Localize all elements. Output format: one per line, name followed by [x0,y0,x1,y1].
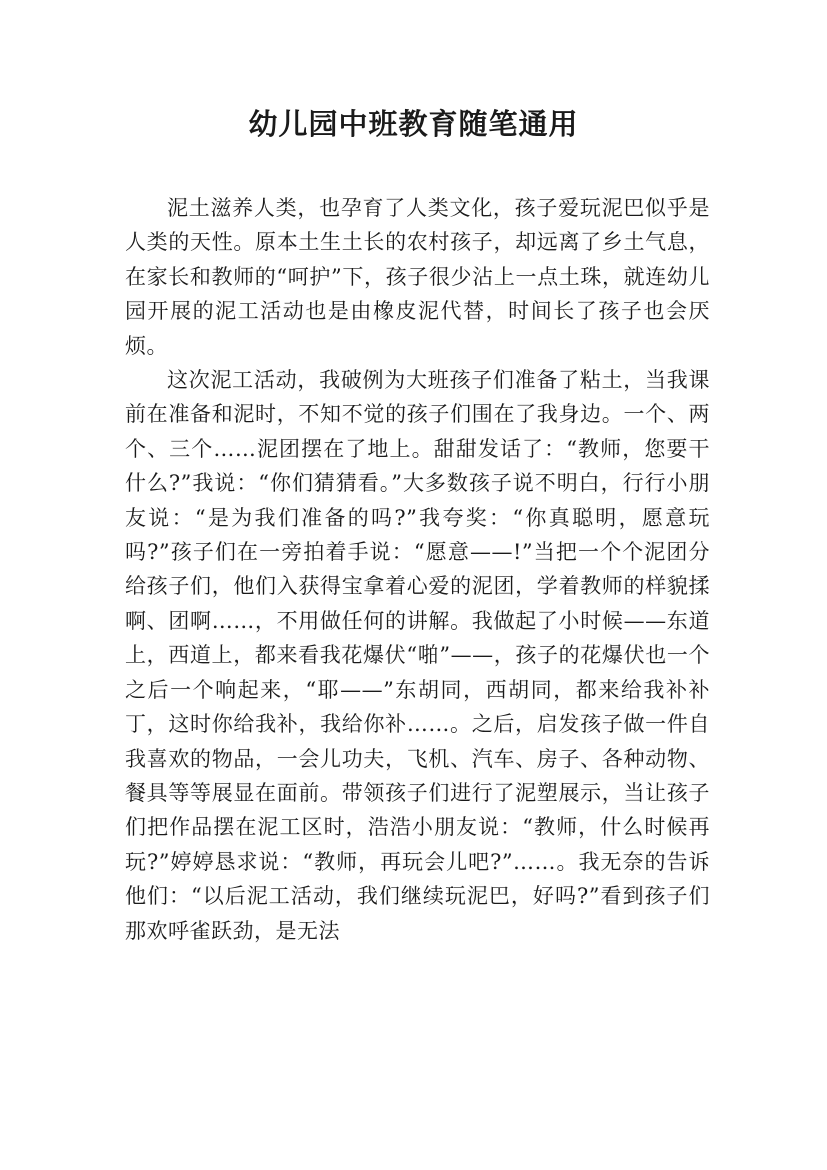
paragraph: 泥土滋养人类，也孕育了人类文化，孩子爱玩泥巴似乎是人类的天性。原本土生土长的农村孩子，却远离了乡土气息，在家长和教师的“呵护”下，孩子很少沾上一点土珠，就连幼儿园开展的泥工活动也是由橡皮泥代替，时间长了孩子也会厌烦。 [125,196,710,358]
document-title: 幼儿园中班教育随笔通用 [248,107,579,141]
document-body [125,191,710,948]
paragraph: 这次泥工活动，我破例为大班孩子们准备了粘土，当我课前在准备和泥时，不知不觉的孩子们围在了我身边。一个、两个、三个……泥团摆在了地上。甜甜发话了：“教师，您要干什么?”我说：“你们猜猜看。”大多数孩子说不明白，行行小朋友说：“是为我们准备的吗?”我夸奖：“你真聪明，愿意玩吗?”孩子们在一旁拍着手说：“愿意——!”当把一个个泥团分给孩子们，他们入获得宝拿着心爱的泥团，学着教师的样貌揉啊、团啊……，不用做任何的讲解。我做起了小时候——东道上，西道上，都来看我花爆伏“啪”——，孩子的花爆伏也一个之后一个响起来，“耶——”东胡同，西胡同，都来给我补补丁，这时你给我补，我给你补……。之后，启发孩子做一件自我喜欢的物品，一会儿功夫，飞机、汽车、房子、各种动物、餐具等等展显在面前。带领孩子们进行了泥塑展示，当让孩子们把作品摆在泥工区时，浩浩小朋友说：“教师，什么时候再玩?”婷婷恳求说：“教师，再玩会儿吧?”……。我无奈的告诉他们：“以后泥工活动，我们继续玩泥巴，好吗?”看到孩子们那欢呼雀跃劲，是无法 [125,368,710,943]
